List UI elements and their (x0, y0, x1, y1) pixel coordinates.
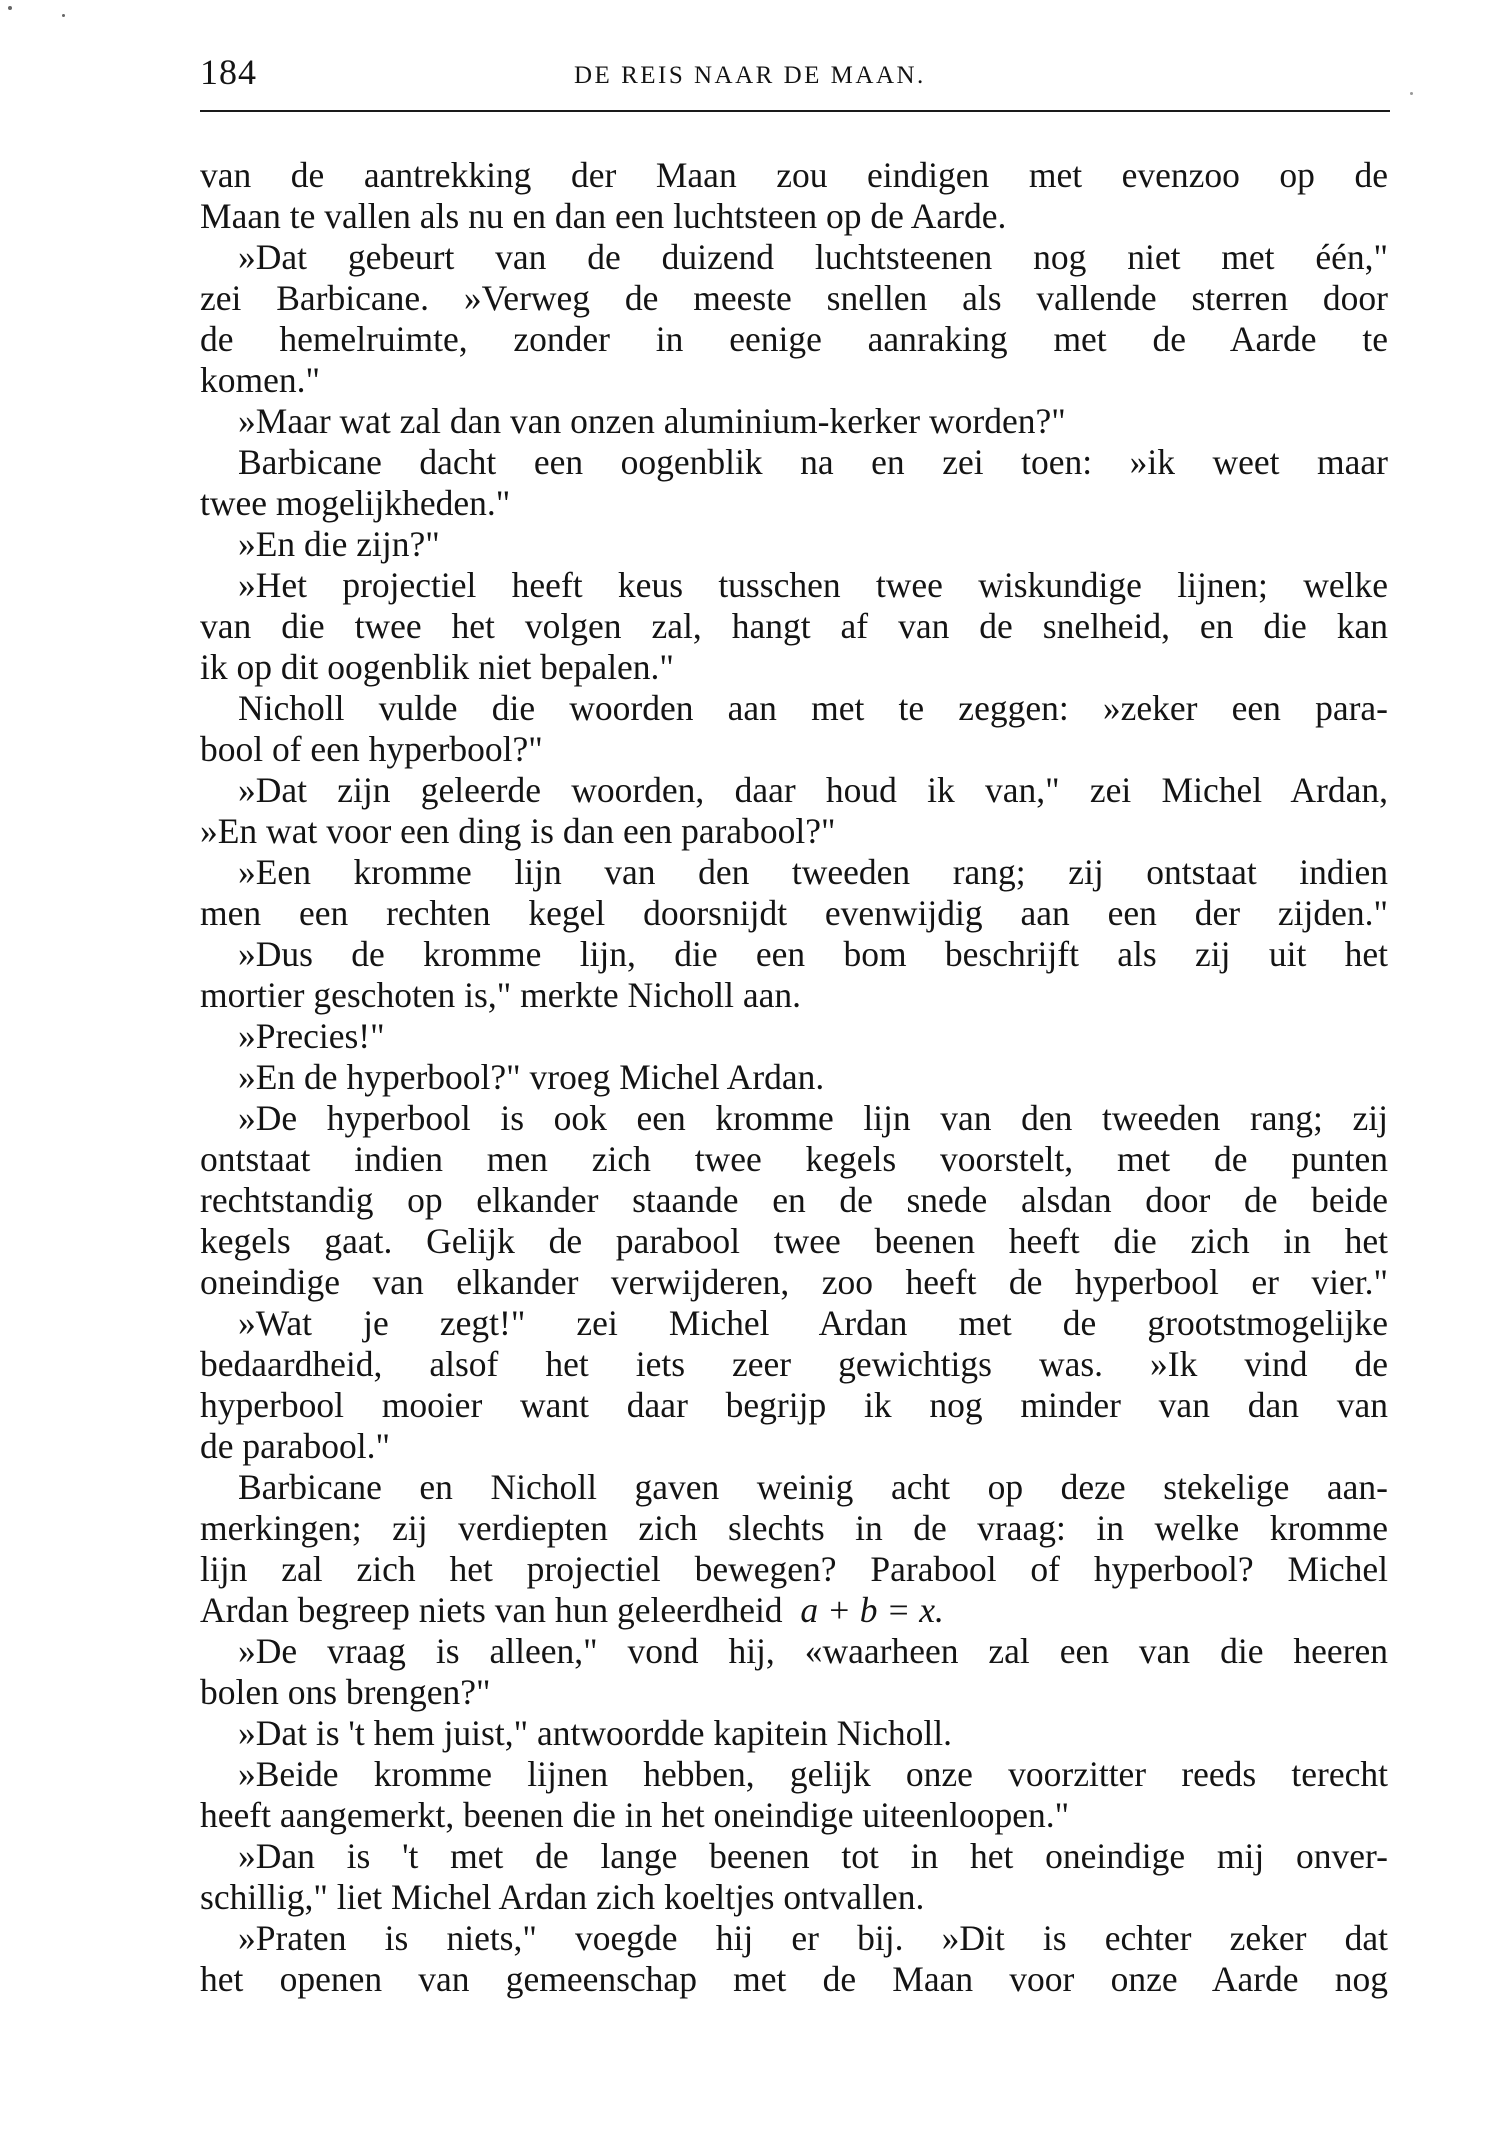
text-fragment: Ardan begreep niets van hun geleerdheid (200, 1590, 783, 1630)
text-line: »Praten is niets," voegde hij er bij. »Dit is echter zeker dat (238, 1918, 1388, 1958)
text-line: kegels gaat. Gelijk de parabool twee beenen heeft die zich in het (200, 1221, 1388, 1261)
text-line: »Dan is 't met de lange beenen tot in het oneindige mij onver- (238, 1836, 1388, 1876)
text-line: »De hyperbool is ook een kromme lijn van den tweeden rang; zij (238, 1098, 1388, 1138)
text-line: Barbicane en Nicholl gaven weinig acht op deze stekelige aan- (238, 1467, 1388, 1507)
text-line: bolen ons brengen?" (200, 1672, 491, 1712)
text-line: zei Barbicane. »Verweg de meeste snellen als vallende sterren door (200, 278, 1388, 318)
scan-speck (62, 14, 65, 17)
text-line: mortier geschoten is," merkte Nicholl aan. (200, 975, 802, 1015)
page-header (200, 46, 1390, 96)
text-line: »Maar wat zal dan van onzen aluminium-kerker worden?" (238, 401, 1066, 441)
text-line: schillig," liet Michel Ardan zich koeltjes ontvallen. (200, 1877, 925, 1917)
text-line: bool of een hyperbool?" (200, 729, 543, 769)
text-line-with-formula (200, 1590, 1388, 1631)
text-line: »Wat je zegt!" zei Michel Ardan met de grootstmogelijke (238, 1303, 1388, 1343)
text-line: bedaardheid, alsof het iets zeer gewichtigs was. »Ik vind de (200, 1344, 1388, 1384)
text-line: men een rechten kegel doorsnijdt evenwijdig aan een der zijden." (200, 893, 1388, 933)
text-line: het openen van gemeenschap met de Maan voor onze Aarde nog (200, 1959, 1388, 1999)
text-line: »De vraag is alleen," vond hij, «waarheen zal een van die heeren (238, 1631, 1388, 1671)
text-line: de hemelruimte, zonder in eenige aanraking met de Aarde te (200, 319, 1388, 359)
text-line: ik op dit oogenblik niet bepalen." (200, 647, 674, 687)
page-number: 184 (200, 52, 257, 92)
text-line: »Het projectiel heeft keus tusschen twee wiskundige lijnen; welke (238, 565, 1388, 605)
scan-speck (1410, 92, 1413, 95)
formula: a + b = x. (800, 1590, 944, 1630)
running-title: DE REIS NAAR DE MAAN. (574, 62, 926, 89)
text-line: Barbicane dacht een oogenblik na en zei toen: »ik weet maar (238, 442, 1388, 482)
text-line: »En wat voor een ding is dan een parabool?" (200, 811, 836, 851)
text-line: van die twee het volgen zal, hangt af van de snelheid, en die kan (200, 606, 1388, 646)
body-text (200, 155, 1388, 2000)
text-line: lijn zal zich het projectiel bewegen? Parabool of hyperbool? Michel (200, 1549, 1388, 1589)
text-line: oneindige van elkander verwijderen, zoo heeft de hyperbool er vier." (200, 1262, 1388, 1302)
header-rule (200, 110, 1390, 112)
text-line: ontstaat indien men zich twee kegels voorstelt, met de punten (200, 1139, 1388, 1179)
text-line: de parabool." (200, 1426, 390, 1466)
text-line: heeft aangemerkt, beenen die in het oneindige uiteenloopen." (200, 1795, 1070, 1835)
text-line: Maan te vallen als nu en dan een luchtsteen op de Aarde. (200, 196, 1007, 236)
text-line: komen." (200, 360, 320, 400)
text-line: twee mogelijkheden." (200, 483, 511, 523)
text-line: »Dat gebeurt van de duizend luchtsteenen nog niet met één," (238, 237, 1388, 277)
scan-speck (8, 6, 12, 10)
text-line: »Dat is 't hem juist," antwoordde kapitein Nicholl. (238, 1713, 953, 1753)
text-line: hyperbool mooier want daar begrijp ik nog minder van dan van (200, 1385, 1388, 1425)
text-line: merkingen; zij verdiepten zich slechts in de vraag: in welke kromme (200, 1508, 1388, 1548)
text-line: »Dat zijn geleerde woorden, daar houd ik van," zei Michel Ardan, (238, 770, 1388, 810)
text-line: »Precies!" (238, 1016, 385, 1056)
text-line: rechtstandig op elkander staande en de snede alsdan door de beide (200, 1180, 1388, 1220)
text-line: »Dus de kromme lijn, die een bom beschrijft als zij uit het (238, 934, 1388, 974)
text-line: Nicholl vulde die woorden aan met te zeggen: »zeker een para- (238, 688, 1388, 728)
text-line: »Een kromme lijn van den tweeden rang; zij ontstaat indien (238, 852, 1388, 892)
text-line: »Beide kromme lijnen hebben, gelijk onze voorzitter reeds terecht (238, 1754, 1388, 1794)
text-line: »En de hyperbool?" vroeg Michel Ardan. (238, 1057, 825, 1097)
text-line: van de aantrekking der Maan zou eindigen met evenzoo op de (200, 155, 1388, 195)
text-line: »En die zijn?" (238, 524, 440, 564)
